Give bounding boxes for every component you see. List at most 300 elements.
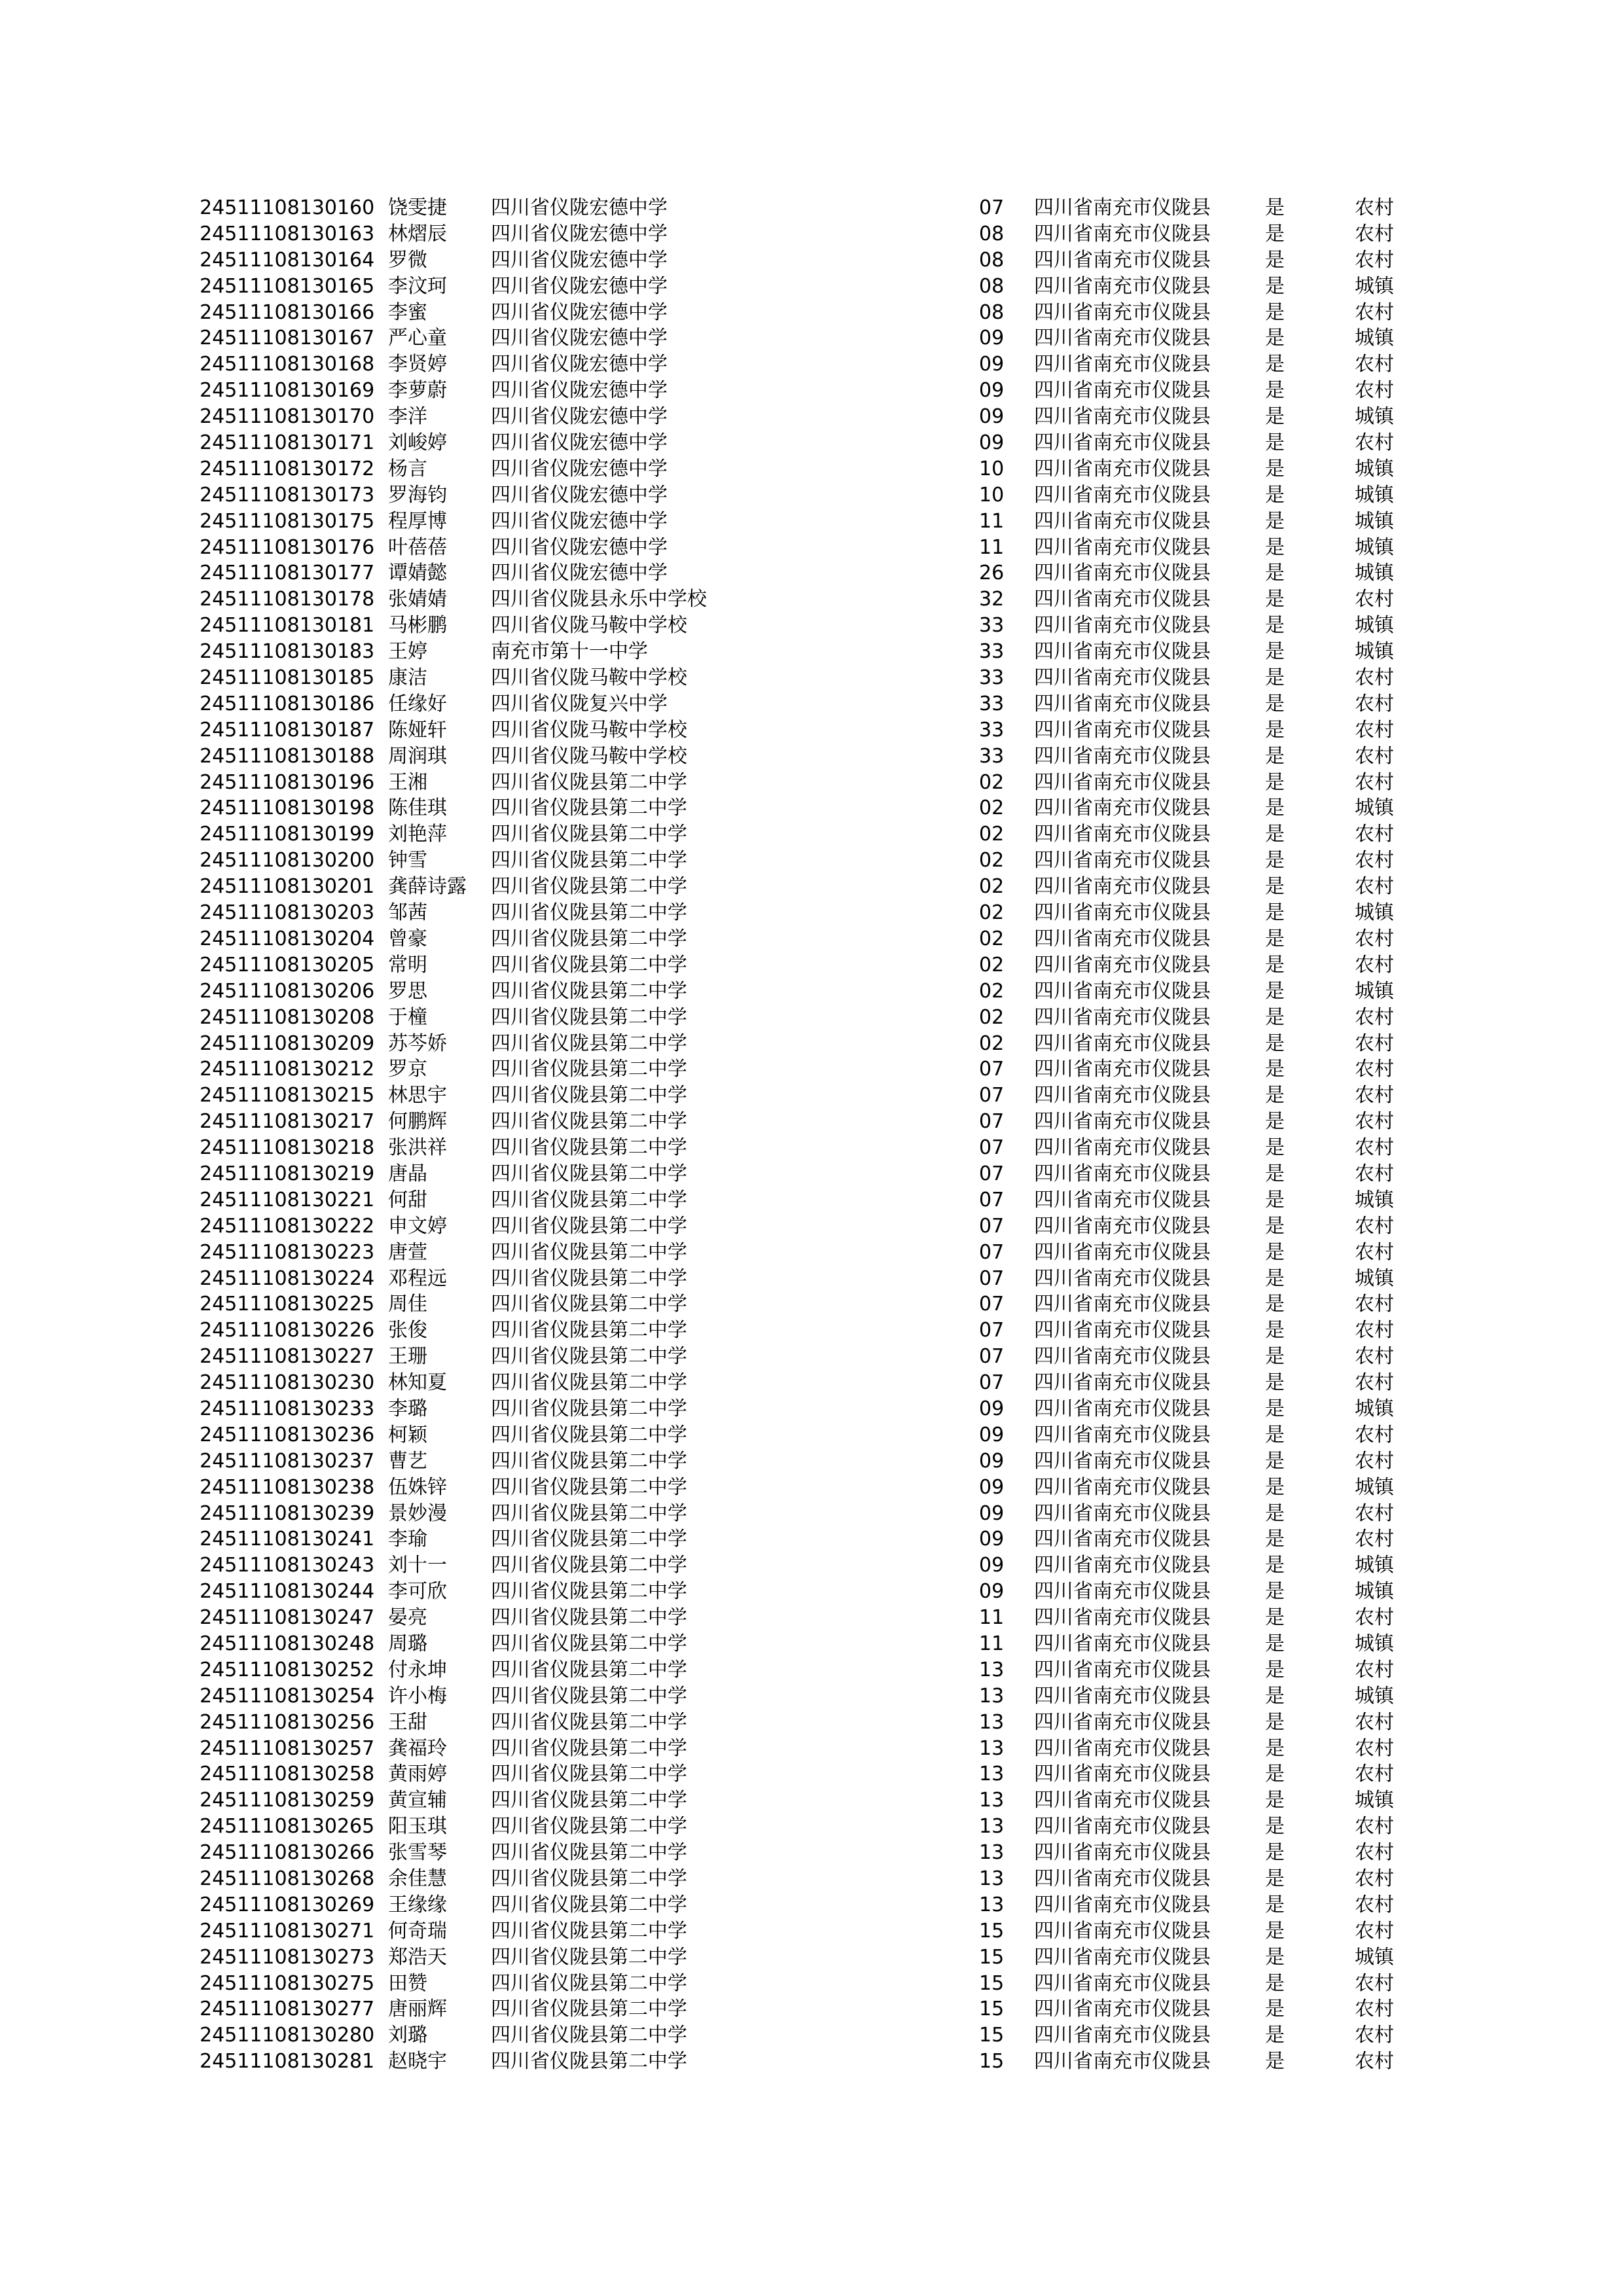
class-code-cell: 09 [979, 1449, 1005, 1473]
class-code-cell: 15 [979, 1919, 1005, 1943]
eligibility-flag-cell: 是 [1265, 1632, 1285, 1655]
student-id-cell: 24511108130281 [200, 2050, 375, 2073]
class-code-cell: 09 [979, 1580, 1005, 1604]
student-name-cell: 陈佳琪 [388, 797, 447, 820]
residence-type-cell: 农村 [1355, 770, 1394, 794]
eligibility-flag-cell: 是 [1265, 1736, 1285, 1760]
residence-type-cell: 农村 [1355, 222, 1394, 245]
school-name-cell: 四川省仪陇县第二中学 [491, 797, 687, 820]
residence-type-cell: 农村 [1355, 1031, 1394, 1055]
class-code-cell: 02 [979, 797, 1005, 820]
class-code-cell: 33 [979, 744, 1005, 768]
student-id-cell: 24511108130273 [200, 1945, 375, 1969]
school-name-cell: 四川省仪陇县第二中学 [491, 953, 687, 977]
table-row [0, 1526, 1623, 1552]
school-name-cell: 四川省仪陇县第二中学 [491, 1736, 687, 1760]
table-row [0, 351, 1623, 378]
residence-type-cell: 城镇 [1355, 327, 1394, 350]
student-id-cell: 24511108130198 [200, 797, 375, 820]
residence-type-cell: 农村 [1355, 1763, 1394, 1786]
school-name-cell: 四川省仪陇县第二中学 [491, 1058, 687, 1081]
student-id-cell: 24511108130205 [200, 953, 375, 977]
student-id-cell: 24511108130233 [200, 1397, 375, 1420]
eligibility-flag-cell: 是 [1265, 823, 1285, 846]
school-name-cell: 四川省仪陇县第二中学 [491, 2024, 687, 2047]
residence-type-cell: 城镇 [1355, 797, 1394, 820]
table-row [0, 848, 1623, 874]
residence-type-cell: 农村 [1355, 1815, 1394, 1839]
student-id-cell: 24511108130219 [200, 1162, 375, 1185]
eligibility-flag-cell: 是 [1265, 1945, 1285, 1969]
student-name-cell: 常明 [388, 953, 427, 977]
residence-type-cell: 农村 [1355, 1240, 1394, 1264]
eligibility-flag-cell: 是 [1265, 1554, 1285, 1577]
student-name-cell: 李洋 [388, 405, 427, 429]
class-code-cell: 02 [979, 823, 1005, 846]
school-name-cell: 四川省仪陇宏德中学 [491, 483, 668, 507]
student-id-cell: 24511108130206 [200, 979, 375, 1003]
class-code-cell: 09 [979, 1528, 1005, 1551]
table-row [0, 1213, 1623, 1240]
eligibility-flag-cell: 是 [1265, 1580, 1285, 1604]
region-cell: 四川省南充市仪陇县 [1034, 1710, 1211, 1734]
class-code-cell: 07 [979, 1136, 1005, 1160]
region-cell: 四川省南充市仪陇县 [1034, 1084, 1211, 1107]
student-id-cell: 24511108130236 [200, 1423, 375, 1446]
region-cell: 四川省南充市仪陇县 [1034, 666, 1211, 690]
residence-type-cell: 农村 [1355, 1710, 1394, 1734]
table-row [0, 1396, 1623, 1422]
table-row [0, 1475, 1623, 1501]
school-name-cell: 四川省仪陇宏德中学 [491, 248, 668, 272]
class-code-cell: 07 [979, 1240, 1005, 1264]
region-cell: 四川省南充市仪陇县 [1034, 979, 1211, 1003]
school-name-cell: 四川省仪陇县第二中学 [491, 1815, 687, 1839]
school-name-cell: 四川省仪陇县第二中学 [491, 1240, 687, 1264]
class-code-cell: 08 [979, 274, 1005, 298]
student-name-cell: 何甜 [388, 1188, 427, 1211]
table-row [0, 586, 1623, 613]
student-name-cell: 王婷 [388, 640, 427, 664]
eligibility-flag-cell: 是 [1265, 300, 1285, 324]
table-row [0, 1710, 1623, 1736]
class-code-cell: 13 [979, 1789, 1005, 1812]
student-name-cell: 王珊 [388, 1345, 427, 1369]
student-name-cell: 罗京 [388, 1058, 427, 1081]
residence-type-cell: 农村 [1355, 588, 1394, 611]
school-name-cell: 四川省仪陇县第二中学 [491, 1867, 687, 1890]
student-id-cell: 24511108130266 [200, 1841, 375, 1865]
school-name-cell: 四川省仪陇宏德中学 [491, 509, 668, 533]
student-id-cell: 24511108130175 [200, 509, 375, 533]
region-cell: 四川省南充市仪陇县 [1034, 405, 1211, 429]
student-id-cell: 24511108130224 [200, 1266, 375, 1290]
eligibility-flag-cell: 是 [1265, 1293, 1285, 1316]
class-code-cell: 02 [979, 849, 1005, 872]
region-cell: 四川省南充市仪陇县 [1034, 927, 1211, 950]
student-id-cell: 24511108130238 [200, 1475, 375, 1499]
school-name-cell: 四川省仪陇马鞍中学校 [491, 744, 687, 768]
student-id-cell: 24511108130243 [200, 1554, 375, 1577]
table-row [0, 1266, 1623, 1292]
table-row [0, 795, 1623, 821]
student-id-cell: 24511108130269 [200, 1893, 375, 1916]
eligibility-flag-cell: 是 [1265, 196, 1285, 219]
eligibility-flag-cell: 是 [1265, 1031, 1285, 1055]
class-code-cell: 07 [979, 1371, 1005, 1395]
residence-type-cell: 农村 [1355, 1214, 1394, 1238]
residence-type-cell: 农村 [1355, 2050, 1394, 2073]
student-name-cell: 张俊 [388, 1319, 427, 1342]
residence-type-cell: 城镇 [1355, 901, 1394, 925]
class-code-cell: 13 [979, 1893, 1005, 1916]
student-id-cell: 24511108130247 [200, 1606, 375, 1630]
school-name-cell: 四川省仪陇宏德中学 [491, 196, 668, 219]
school-name-cell: 四川省仪陇宏德中学 [491, 405, 668, 429]
table-row [0, 717, 1623, 744]
student-name-cell: 钟雪 [388, 849, 427, 872]
class-code-cell: 13 [979, 1841, 1005, 1865]
residence-type-cell: 农村 [1355, 248, 1394, 272]
region-cell: 四川省南充市仪陇县 [1034, 1945, 1211, 1969]
school-name-cell: 四川省仪陇县第二中学 [491, 1005, 687, 1029]
student-name-cell: 马彬鹏 [388, 614, 447, 637]
eligibility-flag-cell: 是 [1265, 2024, 1285, 2047]
table-row [0, 300, 1623, 326]
school-name-cell: 四川省仪陇县第二中学 [491, 1162, 687, 1185]
eligibility-flag-cell: 是 [1265, 1710, 1285, 1734]
school-name-cell: 四川省仪陇县第二中学 [491, 1789, 687, 1812]
student-name-cell: 林思宇 [388, 1084, 447, 1107]
class-code-cell: 09 [979, 1423, 1005, 1446]
class-code-cell: 07 [979, 1319, 1005, 1342]
school-name-cell: 四川省仪陇县第二中学 [491, 1528, 687, 1551]
eligibility-flag-cell: 是 [1265, 1475, 1285, 1499]
region-cell: 四川省南充市仪陇县 [1034, 1345, 1211, 1369]
class-code-cell: 13 [979, 1815, 1005, 1839]
student-id-cell: 24511108130271 [200, 1919, 375, 1943]
class-code-cell: 15 [979, 1998, 1005, 2021]
student-id-cell: 24511108130181 [200, 614, 375, 637]
region-cell: 四川省南充市仪陇县 [1034, 1501, 1211, 1525]
region-cell: 四川省南充市仪陇县 [1034, 1893, 1211, 1916]
student-id-cell: 24511108130244 [200, 1580, 375, 1604]
student-name-cell: 何鹏辉 [388, 1110, 447, 1134]
table-row [0, 613, 1623, 639]
student-id-cell: 24511108130217 [200, 1110, 375, 1134]
eligibility-flag-cell: 是 [1265, 1815, 1285, 1839]
region-cell: 四川省南充市仪陇县 [1034, 614, 1211, 637]
eligibility-flag-cell: 是 [1265, 1110, 1285, 1134]
residence-type-cell: 农村 [1355, 300, 1394, 324]
table-row [0, 1240, 1623, 1266]
region-cell: 四川省南充市仪陇县 [1034, 1815, 1211, 1839]
student-name-cell: 王甜 [388, 1710, 427, 1734]
region-cell: 四川省南充市仪陇县 [1034, 1188, 1211, 1211]
residence-type-cell: 农村 [1355, 718, 1394, 742]
table-row [0, 404, 1623, 430]
class-code-cell: 08 [979, 300, 1005, 324]
student-id-cell: 24511108130173 [200, 483, 375, 507]
table-row [0, 978, 1623, 1005]
residence-type-cell: 农村 [1355, 1058, 1394, 1081]
residence-type-cell: 农村 [1355, 927, 1394, 950]
student-name-cell: 张雪琴 [388, 1841, 447, 1865]
table-row [0, 247, 1623, 274]
student-name-cell: 杨言 [388, 457, 427, 480]
region-cell: 四川省南充市仪陇县 [1034, 1919, 1211, 1943]
student-id-cell: 24511108130209 [200, 1031, 375, 1055]
table-row [0, 821, 1623, 848]
student-name-cell: 张洪祥 [388, 1136, 447, 1160]
student-id-cell: 24511108130221 [200, 1188, 375, 1211]
school-name-cell: 四川省仪陇县第二中学 [491, 1031, 687, 1055]
residence-type-cell: 农村 [1355, 1449, 1394, 1473]
student-id-cell: 24511108130223 [200, 1240, 375, 1264]
school-name-cell: 南充市第十一中学 [491, 640, 648, 664]
residence-type-cell: 城镇 [1355, 614, 1394, 637]
student-id-cell: 24511108130241 [200, 1528, 375, 1551]
class-code-cell: 10 [979, 483, 1005, 507]
region-cell: 四川省南充市仪陇县 [1034, 1058, 1211, 1081]
eligibility-flag-cell: 是 [1265, 535, 1285, 559]
student-name-cell: 晏亮 [388, 1606, 427, 1630]
table-row [0, 1605, 1623, 1631]
student-name-cell: 郑浩天 [388, 1945, 447, 1969]
school-name-cell: 四川省仪陇县第二中学 [491, 1606, 687, 1630]
class-code-cell: 09 [979, 379, 1005, 403]
residence-type-cell: 农村 [1355, 1606, 1394, 1630]
class-code-cell: 10 [979, 457, 1005, 480]
school-name-cell: 四川省仪陇马鞍中学校 [491, 718, 687, 742]
table-row [0, 378, 1623, 404]
student-id-cell: 24511108130183 [200, 640, 375, 664]
student-id-cell: 24511108130226 [200, 1319, 375, 1342]
school-name-cell: 四川省仪陇县第二中学 [491, 1501, 687, 1525]
student-name-cell: 陈娅轩 [388, 718, 447, 742]
class-code-cell: 08 [979, 248, 1005, 272]
residence-type-cell: 农村 [1355, 953, 1394, 977]
region-cell: 四川省南充市仪陇县 [1034, 300, 1211, 324]
class-code-cell: 33 [979, 640, 1005, 664]
student-name-cell: 罗海钧 [388, 483, 447, 507]
table-row [0, 1448, 1623, 1475]
school-name-cell: 四川省仪陇县第二中学 [491, 875, 687, 899]
student-table [0, 195, 1623, 2075]
student-id-cell: 24511108130178 [200, 588, 375, 611]
student-name-cell: 李璐 [388, 1397, 427, 1420]
student-name-cell: 周润琪 [388, 744, 447, 768]
school-name-cell: 四川省仪陇县第二中学 [491, 979, 687, 1003]
eligibility-flag-cell: 是 [1265, 614, 1285, 637]
student-name-cell: 程厚博 [388, 509, 447, 533]
region-cell: 四川省南充市仪陇县 [1034, 2050, 1211, 2073]
class-code-cell: 09 [979, 353, 1005, 376]
student-name-cell: 周璐 [388, 1632, 427, 1655]
student-name-cell: 王缘缘 [388, 1893, 447, 1916]
school-name-cell: 四川省仪陇县第二中学 [491, 1188, 687, 1211]
residence-type-cell: 农村 [1355, 1423, 1394, 1446]
class-code-cell: 33 [979, 614, 1005, 637]
eligibility-flag-cell: 是 [1265, 1919, 1285, 1943]
class-code-cell: 15 [979, 1971, 1005, 1995]
region-cell: 四川省南充市仪陇县 [1034, 457, 1211, 480]
eligibility-flag-cell: 是 [1265, 1266, 1285, 1290]
student-name-cell: 李贤婷 [388, 353, 447, 376]
residence-type-cell: 农村 [1355, 1136, 1394, 1160]
student-name-cell: 李瑜 [388, 1528, 427, 1551]
student-name-cell: 叶蓓蓓 [388, 535, 447, 559]
student-name-cell: 曾豪 [388, 927, 427, 950]
student-name-cell: 伍姝锌 [388, 1475, 447, 1499]
residence-type-cell: 农村 [1355, 1736, 1394, 1760]
region-cell: 四川省南充市仪陇县 [1034, 1554, 1211, 1577]
student-name-cell: 曹艺 [388, 1449, 427, 1473]
class-code-cell: 02 [979, 979, 1005, 1003]
class-code-cell: 33 [979, 666, 1005, 690]
school-name-cell: 四川省仪陇县第二中学 [491, 1397, 687, 1420]
student-id-cell: 24511108130186 [200, 692, 375, 715]
residence-type-cell: 城镇 [1355, 1684, 1394, 1708]
region-cell: 四川省南充市仪陇县 [1034, 875, 1211, 899]
residence-type-cell: 农村 [1355, 1841, 1394, 1865]
student-name-cell: 龚薛诗露 [388, 875, 467, 899]
student-name-cell: 饶雯捷 [388, 196, 447, 219]
school-name-cell: 四川省仪陇马鞍中学校 [491, 614, 687, 637]
class-code-cell: 09 [979, 1397, 1005, 1420]
eligibility-flag-cell: 是 [1265, 849, 1285, 872]
region-cell: 四川省南充市仪陇县 [1034, 1998, 1211, 2021]
eligibility-flag-cell: 是 [1265, 718, 1285, 742]
student-id-cell: 24511108130225 [200, 1293, 375, 1316]
student-id-cell: 24511108130188 [200, 744, 375, 768]
table-row [0, 1657, 1623, 1683]
school-name-cell: 四川省仪陇县第二中学 [491, 927, 687, 950]
student-id-cell: 24511108130222 [200, 1214, 375, 1238]
table-row [0, 874, 1623, 900]
residence-type-cell: 城镇 [1355, 274, 1394, 298]
school-name-cell: 四川省仪陇县第二中学 [491, 901, 687, 925]
class-code-cell: 07 [979, 1110, 1005, 1134]
region-cell: 四川省南充市仪陇县 [1034, 1240, 1211, 1264]
table-row [0, 535, 1623, 561]
school-name-cell: 四川省仪陇县第二中学 [491, 1763, 687, 1786]
residence-type-cell: 农村 [1355, 353, 1394, 376]
class-code-cell: 15 [979, 2050, 1005, 2073]
student-name-cell: 田赞 [388, 1971, 427, 1995]
student-id-cell: 24511108130259 [200, 1789, 375, 1812]
class-code-cell: 13 [979, 1736, 1005, 1760]
school-name-cell: 四川省仪陇县第二中学 [491, 1971, 687, 1995]
school-name-cell: 四川省仪陇县第二中学 [491, 1084, 687, 1107]
residence-type-cell: 城镇 [1355, 1554, 1394, 1577]
class-code-cell: 02 [979, 1005, 1005, 1029]
residence-type-cell: 农村 [1355, 666, 1394, 690]
region-cell: 四川省南充市仪陇县 [1034, 1606, 1211, 1630]
student-name-cell: 邹茜 [388, 901, 427, 925]
eligibility-flag-cell: 是 [1265, 274, 1285, 298]
region-cell: 四川省南充市仪陇县 [1034, 953, 1211, 977]
school-name-cell: 四川省仪陇宏德中学 [491, 353, 668, 376]
student-id-cell: 24511108130256 [200, 1710, 375, 1734]
residence-type-cell: 农村 [1355, 692, 1394, 715]
student-name-cell: 张婧婧 [388, 588, 447, 611]
region-cell: 四川省南充市仪陇县 [1034, 797, 1211, 820]
student-id-cell: 24511108130200 [200, 849, 375, 872]
school-name-cell: 四川省仪陇宏德中学 [491, 222, 668, 245]
residence-type-cell: 农村 [1355, 1293, 1394, 1316]
table-row [0, 1031, 1623, 1057]
residence-type-cell: 城镇 [1355, 1945, 1394, 1969]
eligibility-flag-cell: 是 [1265, 1449, 1285, 1473]
residence-type-cell: 农村 [1355, 823, 1394, 846]
school-name-cell: 四川省仪陇县第二中学 [491, 1658, 687, 1681]
student-name-cell: 刘十一 [388, 1554, 447, 1577]
student-name-cell: 李汶珂 [388, 274, 447, 298]
eligibility-flag-cell: 是 [1265, 875, 1285, 899]
class-code-cell: 09 [979, 1501, 1005, 1525]
table-row [0, 1370, 1623, 1396]
residence-type-cell: 农村 [1355, 1110, 1394, 1134]
region-cell: 四川省南充市仪陇县 [1034, 692, 1211, 715]
student-id-cell: 24511108130203 [200, 901, 375, 925]
eligibility-flag-cell: 是 [1265, 1371, 1285, 1395]
student-name-cell: 李萝蔚 [388, 379, 447, 403]
student-id-cell: 24511108130166 [200, 300, 375, 324]
residence-type-cell: 城镇 [1355, 979, 1394, 1003]
student-id-cell: 24511108130230 [200, 1371, 375, 1395]
student-id-cell: 24511108130177 [200, 562, 375, 585]
region-cell: 四川省南充市仪陇县 [1034, 1632, 1211, 1655]
school-name-cell: 四川省仪陇县第二中学 [491, 1319, 687, 1342]
class-code-cell: 11 [979, 535, 1005, 559]
table-row [0, 1918, 1623, 1945]
table-row [0, 1109, 1623, 1135]
eligibility-flag-cell: 是 [1265, 1528, 1285, 1551]
class-code-cell: 07 [979, 1058, 1005, 1081]
table-row [0, 770, 1623, 796]
table-row [0, 1631, 1623, 1657]
student-name-cell: 邓程远 [388, 1266, 447, 1290]
class-code-cell: 02 [979, 901, 1005, 925]
class-code-cell: 11 [979, 1606, 1005, 1630]
region-cell: 四川省南充市仪陇县 [1034, 640, 1211, 664]
table-row [0, 430, 1623, 456]
residence-type-cell: 城镇 [1355, 457, 1394, 480]
school-name-cell: 四川省仪陇县第二中学 [491, 1293, 687, 1316]
region-cell: 四川省南充市仪陇县 [1034, 588, 1211, 611]
eligibility-flag-cell: 是 [1265, 1789, 1285, 1812]
school-name-cell: 四川省仪陇县第二中学 [491, 1371, 687, 1395]
region-cell: 四川省南充市仪陇县 [1034, 1371, 1211, 1395]
eligibility-flag-cell: 是 [1265, 562, 1285, 585]
school-name-cell: 四川省仪陇县第二中学 [491, 1345, 687, 1369]
student-name-cell: 刘峻婷 [388, 431, 447, 455]
table-row [0, 325, 1623, 351]
table-row [0, 1840, 1623, 1866]
class-code-cell: 07 [979, 1293, 1005, 1316]
student-id-cell: 24511108130254 [200, 1684, 375, 1708]
school-name-cell: 四川省仪陇宏德中学 [491, 535, 668, 559]
school-name-cell: 四川省仪陇县第二中学 [491, 1423, 687, 1446]
class-code-cell: 15 [979, 1945, 1005, 1969]
school-name-cell: 四川省仪陇县第二中学 [491, 1998, 687, 2021]
region-cell: 四川省南充市仪陇县 [1034, 562, 1211, 585]
residence-type-cell: 农村 [1355, 849, 1394, 872]
class-code-cell: 13 [979, 1867, 1005, 1890]
region-cell: 四川省南充市仪陇县 [1034, 770, 1211, 794]
class-code-cell: 13 [979, 1684, 1005, 1708]
